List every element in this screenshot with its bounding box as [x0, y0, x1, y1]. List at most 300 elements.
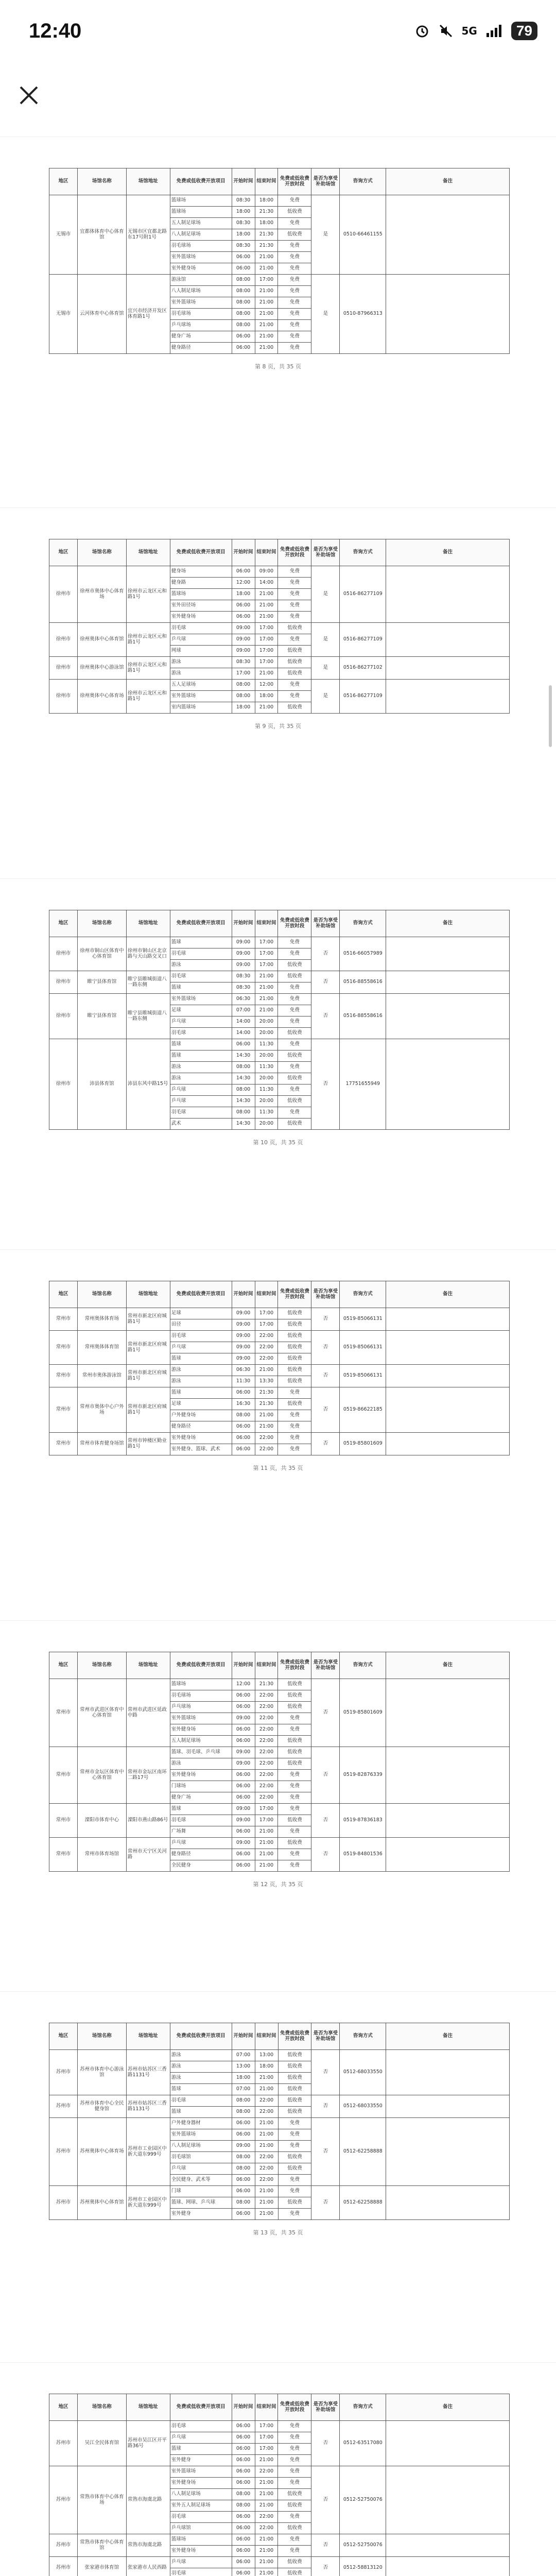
fee-period-cell: 免费: [278, 1826, 311, 1838]
table-row: [49, 2095, 510, 2107]
project-cell: 门球: [170, 2186, 232, 2197]
table-header-row: [49, 910, 510, 937]
project-cell: 室外健身: [170, 2455, 232, 2466]
project-cell: 室外健身场: [170, 1433, 232, 1444]
remark-cell: [386, 937, 510, 971]
fee-period-cell: 免费: [278, 241, 311, 252]
end-time-cell: 18:00: [255, 218, 278, 229]
start-time-cell: 18:00: [232, 702, 255, 714]
venue-name-cell: 溧阳市体育中心: [77, 1804, 126, 1838]
venue-name-cell: 睢宁县体育馆: [77, 994, 126, 1039]
end-time-cell: 11:30: [255, 1062, 278, 1073]
venue-name-cell: 沛县体育馆: [77, 1039, 126, 1130]
end-time-cell: 22:00: [255, 1736, 278, 1747]
venue-table: [49, 539, 510, 714]
end-time-cell: 22:00: [255, 2466, 278, 2478]
column-header: 结束时间: [255, 910, 278, 937]
start-time-cell: 06:00: [232, 1039, 255, 1050]
start-time-cell: 08:00: [232, 680, 255, 691]
region-cell: 常州市: [49, 1747, 78, 1804]
end-time-cell: 21:00: [255, 1421, 278, 1433]
fee-period-cell: 低收费: [278, 1399, 311, 1410]
end-time-cell: 22:00: [255, 2095, 278, 2107]
start-time-cell: 06:00: [232, 2175, 255, 2186]
venue-table: [49, 168, 510, 354]
fee-period-cell: 免费: [278, 2512, 311, 2523]
contact-cell: 0512-63517080: [340, 2421, 386, 2466]
table-header-row: [49, 2394, 510, 2421]
venue-name-cell: 苏州市体育中心全民健身馆: [77, 2095, 126, 2118]
venue-address-cell: 徐州市云龙区元和路1号: [126, 566, 170, 623]
end-time-cell: 20:00: [255, 1073, 278, 1084]
document-page: [0, 1991, 556, 2352]
column-header: 免费或低收费开放时段: [278, 2023, 311, 2050]
start-time-cell: 06:00: [232, 2523, 255, 2534]
end-time-cell: 18:00: [255, 691, 278, 702]
subsidy-cell: 否: [311, 1387, 340, 1433]
project-cell: 羽毛球场: [170, 309, 232, 320]
venue-name-cell: 徐州奥体中心游泳馆: [77, 657, 126, 680]
column-header: 地区: [49, 539, 78, 566]
project-cell: 田径: [170, 1319, 232, 1331]
column-header: 场馆地址: [126, 539, 170, 566]
close-button[interactable]: [12, 79, 45, 112]
end-time-cell: 21:00: [255, 668, 278, 680]
column-header: 备注: [386, 1652, 510, 1679]
start-time-cell: 08:00: [232, 1062, 255, 1073]
column-header: 免费或低收费开放时段: [278, 2394, 311, 2421]
venue-name-cell: 苏州奥体中心体育馆: [77, 2186, 126, 2220]
start-time-cell: 14:30: [232, 1050, 255, 1062]
end-time-cell: 22:00: [255, 1702, 278, 1713]
fee-period-cell: 低收费: [278, 1815, 311, 1826]
project-cell: 羽毛球场: [170, 1690, 232, 1702]
start-time-cell: 06:00: [232, 1826, 255, 1838]
start-time-cell: 06:00: [232, 1702, 255, 1713]
end-time-cell: 17:00: [255, 1308, 278, 1319]
start-time-cell: 09:00: [232, 937, 255, 948]
venue-address-cell: 宜兴市经济开发区体育路1号: [126, 275, 170, 354]
remark-cell: [386, 1679, 510, 1747]
start-time-cell: 11:30: [232, 1376, 255, 1387]
column-header: 咨询方式: [340, 2394, 386, 2421]
document-page: [0, 137, 556, 497]
start-time-cell: 14:30: [232, 1118, 255, 1130]
fee-period-cell: 低收费: [278, 2061, 311, 2073]
start-time-cell: 09:00: [232, 1342, 255, 1353]
project-cell: 篮球: [170, 2444, 232, 2455]
end-time-cell: 21:00: [255, 994, 278, 1005]
start-time-cell: 09:00: [232, 1804, 255, 1815]
contact-cell: 0512-68033550: [340, 2050, 386, 2095]
end-time-cell: 21:00: [255, 2129, 278, 2141]
project-cell: 健身路: [170, 578, 232, 589]
fee-period-cell: 免费: [278, 1016, 311, 1028]
start-time-cell: 14:00: [232, 1028, 255, 1039]
fee-period-cell: 低收费: [278, 1342, 311, 1353]
venue-address-cell: 张家港市人民西路: [126, 2557, 170, 2576]
fee-period-cell: 免费: [278, 2129, 311, 2141]
alarm-icon: [414, 23, 430, 39]
fee-period-cell: 低收费: [278, 646, 311, 657]
column-header: 场馆名称: [77, 539, 126, 566]
page-number: 第 13 页，共 35 页: [253, 2229, 303, 2236]
contact-cell: 0510-87966313: [340, 275, 386, 354]
project-cell: 室外篮球场: [170, 297, 232, 309]
start-time-cell: 06:00: [232, 2444, 255, 2455]
start-time-cell: 06:00: [232, 343, 255, 354]
end-time-cell: 17:00: [255, 937, 278, 948]
end-time-cell: 21:00: [255, 2489, 278, 2500]
start-time-cell: 06:00: [232, 2432, 255, 2444]
subsidy-cell: 否: [311, 971, 340, 994]
fee-period-cell: 低收费: [278, 2152, 311, 2163]
column-header: 备注: [386, 1281, 510, 1308]
table-header-row: [49, 168, 510, 195]
end-time-cell: 20:00: [255, 1118, 278, 1130]
fee-period-cell: 低收费: [278, 1308, 311, 1319]
start-time-cell: 06:30: [232, 1365, 255, 1376]
fee-period-cell: 免费: [278, 1770, 311, 1781]
table-row: [49, 657, 510, 668]
end-time-cell: 21:00: [255, 263, 278, 275]
region-cell: 苏州市: [49, 2186, 78, 2220]
project-cell: 篮球: [170, 937, 232, 948]
column-header: 是否为享受补助场馆: [311, 168, 340, 195]
end-time-cell: 21:00: [255, 343, 278, 354]
end-time-cell: 17:00: [255, 657, 278, 668]
start-time-cell: 06:00: [232, 2455, 255, 2466]
remark-cell: [386, 1804, 510, 1838]
start-time-cell: 06:00: [232, 2568, 255, 2576]
contact-cell: 0516-86277109: [340, 680, 386, 714]
contact-cell: 0519-84801536: [340, 1838, 386, 1872]
venue-address-cell: 常州市天宁区关河路: [126, 1838, 170, 1872]
fee-period-cell: 低收费: [278, 1028, 311, 1039]
end-time-cell: 13:00: [255, 2050, 278, 2061]
page-number: 第 12 页，共 35 页: [253, 1881, 303, 1888]
project-cell: 羽毛球: [170, 1107, 232, 1118]
fee-period-cell: 免费: [278, 331, 311, 343]
start-time-cell: 09:00: [232, 1758, 255, 1770]
fee-period-cell: 低收费: [278, 229, 311, 241]
subsidy-cell: 否: [311, 2534, 340, 2557]
end-time-cell: 17:00: [255, 275, 278, 286]
column-header: 场馆名称: [77, 1281, 126, 1308]
remark-cell: [386, 994, 510, 1039]
start-time-cell: 06:00: [232, 1690, 255, 1702]
start-time-cell: 06:30: [232, 994, 255, 1005]
table-header-row: [49, 1652, 510, 1679]
end-time-cell: 17:00: [255, 2432, 278, 2444]
column-header: 免费或低收费开放项目: [170, 2023, 232, 2050]
region-cell: 苏州市: [49, 2050, 78, 2095]
contact-cell: 0519-87836183: [340, 1804, 386, 1838]
venue-name-cell: 常州市体育场馆: [77, 1838, 126, 1872]
subsidy-cell: 是: [311, 275, 340, 354]
region-cell: 苏州市: [49, 2118, 78, 2186]
venue-address-cell: 苏州市姑苏区三香路1131号: [126, 2095, 170, 2118]
venue-address-cell: 常熟市海虞北路: [126, 2534, 170, 2557]
start-time-cell: 09:00: [232, 634, 255, 646]
fee-period-cell: 免费: [278, 1062, 311, 1073]
end-time-cell: 21:00: [255, 1849, 278, 1860]
end-time-cell: 21:00: [255, 1410, 278, 1421]
fee-period-cell: 免费: [278, 1860, 311, 1872]
fee-period-cell: 低收费: [278, 2073, 311, 2084]
table-row: [49, 1331, 510, 1342]
project-cell: 健身广场: [170, 1792, 232, 1804]
start-time-cell: 06:00: [232, 1433, 255, 1444]
column-header: 地区: [49, 1281, 78, 1308]
start-time-cell: 08:30: [232, 241, 255, 252]
project-cell: 羽毛球: [170, 1331, 232, 1342]
start-time-cell: 07:00: [232, 2050, 255, 2061]
start-time-cell: 06:00: [232, 1770, 255, 1781]
project-cell: 室外篮球场: [170, 691, 232, 702]
start-time-cell: 08:00: [232, 275, 255, 286]
project-cell: 篮球: [170, 1050, 232, 1062]
venue-address-cell: 常州市金坛区南环二路17号: [126, 1747, 170, 1804]
page-number: 第 11 页，共 35 页: [253, 1465, 303, 1471]
subsidy-cell: 是: [311, 195, 340, 275]
venue-name-cell: 常州奥体体育场: [77, 1308, 126, 1331]
end-time-cell: 20:00: [255, 1016, 278, 1028]
fee-period-cell: 免费: [278, 982, 311, 994]
fee-period-cell: 低收费: [278, 2523, 311, 2534]
contact-cell: 0519-85066131: [340, 1308, 386, 1331]
fee-period-cell: 免费: [278, 566, 311, 578]
fee-period-cell: 免费: [278, 612, 311, 623]
remark-cell: [386, 1039, 510, 1130]
start-time-cell: 13:00: [232, 2061, 255, 2073]
column-header: 咨询方式: [340, 1281, 386, 1308]
start-time-cell: 06:00: [232, 1724, 255, 1736]
project-cell: 乒乓球场: [170, 1702, 232, 1713]
start-time-cell: 08:00: [232, 2095, 255, 2107]
start-time-cell: 06:00: [232, 2118, 255, 2129]
contact-cell: 0512-52750076: [340, 2534, 386, 2557]
fee-period-cell: 低收费: [278, 2489, 311, 2500]
fee-period-cell: 免费: [278, 343, 311, 354]
fee-period-cell: 免费: [278, 320, 311, 331]
fee-period-cell: 低收费: [278, 2500, 311, 2512]
column-header: 场馆名称: [77, 2394, 126, 2421]
end-time-cell: 18:00: [255, 2061, 278, 2073]
venue-name-cell: 徐州市铜山区体育中心体育馆: [77, 937, 126, 971]
remark-cell: [386, 1331, 510, 1365]
fee-period-cell: 免费: [278, 2421, 311, 2432]
fee-period-cell: 低收费: [278, 1747, 311, 1758]
fee-period-cell: 低收费: [278, 2197, 311, 2209]
start-time-cell: 09:00: [232, 2141, 255, 2152]
fee-period-cell: 免费: [278, 937, 311, 948]
table-row: [49, 971, 510, 982]
venue-address-cell: 徐州市铜山区北京路与天山路交叉口: [126, 937, 170, 971]
column-header: 场馆地址: [126, 2394, 170, 2421]
project-cell: 篮球、网球、乒乓球: [170, 2197, 232, 2209]
end-time-cell: 21:30: [255, 1679, 278, 1690]
project-cell: 游泳: [170, 1758, 232, 1770]
venue-address-cell: 溧阳市燕山路86号: [126, 1804, 170, 1838]
remark-cell: [386, 2050, 510, 2095]
end-time-cell: 21:00: [255, 252, 278, 263]
project-cell: 全民健身、武术等: [170, 2175, 232, 2186]
column-header: 免费或低收费开放项目: [170, 1652, 232, 1679]
project-cell: 篮球场: [170, 207, 232, 218]
end-time-cell: 21:30: [255, 229, 278, 241]
fee-period-cell: 免费: [278, 994, 311, 1005]
scrollbar-thumb[interactable]: [549, 685, 552, 747]
end-time-cell: 21:30: [255, 1399, 278, 1410]
project-cell: 健身路径: [170, 1421, 232, 1433]
project-cell: 乒乓球: [170, 2163, 232, 2175]
project-cell: 篮球: [170, 1353, 232, 1365]
start-time-cell: 06:00: [232, 1444, 255, 1455]
project-cell: 广场舞: [170, 1826, 232, 1838]
venue-name-cell: 张家港市体育馆: [77, 2557, 126, 2576]
fee-period-cell: 低收费: [278, 1838, 311, 1849]
project-cell: 室内篮球场: [170, 702, 232, 714]
subsidy-cell: 否: [311, 2118, 340, 2186]
table-row: [49, 937, 510, 948]
column-header: 场馆地址: [126, 2023, 170, 2050]
fee-period-cell: 低收费: [278, 960, 311, 971]
fee-period-cell: 低收费: [278, 2050, 311, 2061]
remark-cell: [386, 1838, 510, 1872]
table-row: [49, 1804, 510, 1815]
start-time-cell: 06:00: [232, 331, 255, 343]
end-time-cell: 17:00: [255, 948, 278, 960]
subsidy-cell: 否: [311, 1433, 340, 1455]
subsidy-cell: 否: [311, 1804, 340, 1838]
start-time-cell: 08:00: [232, 286, 255, 297]
start-time-cell: 06:00: [232, 2512, 255, 2523]
fee-period-cell: 低收费: [278, 2163, 311, 2175]
subsidy-cell: 否: [311, 2050, 340, 2095]
project-cell: 羽毛球: [170, 971, 232, 982]
remark-cell: [386, 2557, 510, 2576]
subsidy-cell: 是: [311, 566, 340, 623]
table-row: [49, 2118, 510, 2129]
start-time-cell: 09:00: [232, 646, 255, 657]
end-time-cell: 20:00: [255, 1050, 278, 1062]
venue-address-cell: 睢宁县睢城街道八一路东侧: [126, 994, 170, 1039]
status-icons: [414, 22, 538, 40]
start-time-cell: 18:00: [232, 589, 255, 600]
project-cell: 乒乓球: [170, 634, 232, 646]
fee-period-cell: 免费: [278, 691, 311, 702]
column-header: 免费或低收费开放项目: [170, 2394, 232, 2421]
fee-period-cell: 低收费: [278, 1758, 311, 1770]
remark-cell: [386, 657, 510, 680]
start-time-cell: 18:00: [232, 2073, 255, 2084]
venue-address-cell: 无锡市区宜都北路东17号附1号: [126, 195, 170, 275]
start-time-cell: 14:30: [232, 1096, 255, 1107]
project-cell: 室外健身、篮球、武术: [170, 1444, 232, 1455]
fee-period-cell: 免费: [278, 1713, 311, 1724]
end-time-cell: 20:00: [255, 1096, 278, 1107]
region-cell: 徐州市: [49, 680, 78, 714]
venue-name-cell: 云河体育中心体育馆: [77, 275, 126, 354]
table-header-row: [49, 2023, 510, 2050]
start-time-cell: 08:00: [232, 2489, 255, 2500]
column-header: 咨询方式: [340, 539, 386, 566]
project-cell: 八人制足球场: [170, 2141, 232, 2152]
contact-cell: 0516-88558616: [340, 971, 386, 994]
project-cell: 八人制足球场: [170, 2489, 232, 2500]
end-time-cell: 21:00: [255, 589, 278, 600]
region-cell: 常州市: [49, 1433, 78, 1455]
project-cell: 户外健身器材: [170, 2118, 232, 2129]
project-cell: 全民健身: [170, 1860, 232, 1872]
table-header-row: [49, 1281, 510, 1308]
contact-cell: 0519-82876339: [340, 1747, 386, 1804]
table-row: [49, 2534, 510, 2546]
project-cell: 游泳: [170, 2061, 232, 2073]
subsidy-cell: 否: [311, 2421, 340, 2466]
venue-name-cell: 徐州市奥体中心体育场: [77, 566, 126, 623]
region-cell: 苏州市: [49, 2557, 78, 2576]
table-row: [49, 623, 510, 634]
start-time-cell: 08:00: [232, 2163, 255, 2175]
column-header: 开始时间: [232, 910, 255, 937]
start-time-cell: 06:00: [232, 252, 255, 263]
fee-period-cell: 低收费: [278, 1050, 311, 1062]
remark-cell: [386, 1433, 510, 1455]
project-cell: 篮球场: [170, 2534, 232, 2546]
project-cell: 游泳: [170, 960, 232, 971]
end-time-cell: 13:30: [255, 1376, 278, 1387]
column-header: 免费或低收费开放时段: [278, 168, 311, 195]
column-header: 场馆地址: [126, 1652, 170, 1679]
start-time-cell: 08:30: [232, 971, 255, 982]
end-time-cell: 11:30: [255, 1107, 278, 1118]
column-header: 场馆名称: [77, 168, 126, 195]
venue-address-cell: 徐州市云龙区元和路1号: [126, 657, 170, 680]
project-cell: 羽毛球: [170, 2512, 232, 2523]
venue-table: [49, 2394, 510, 2576]
end-time-cell: 22:00: [255, 2152, 278, 2163]
start-time-cell: 09:00: [232, 1308, 255, 1319]
region-cell: 徐州市: [49, 566, 78, 623]
region-cell: 常州市: [49, 1387, 78, 1433]
column-header: 结束时间: [255, 2023, 278, 2050]
project-cell: 羽毛球: [170, 1815, 232, 1826]
end-time-cell: 22:00: [255, 1747, 278, 1758]
end-time-cell: 21:00: [255, 2534, 278, 2546]
remark-cell: [386, 2421, 510, 2466]
end-time-cell: 21:00: [255, 2197, 278, 2209]
project-cell: 健身路径: [170, 343, 232, 354]
end-time-cell: 17:00: [255, 623, 278, 634]
close-icon: [18, 84, 40, 107]
fee-period-cell: 低收费: [278, 1353, 311, 1365]
project-cell: 游泳: [170, 2050, 232, 2061]
fee-period-cell: 免费: [278, 1792, 311, 1804]
end-time-cell: 21:30: [255, 207, 278, 218]
project-cell: 篮球: [170, 1039, 232, 1050]
venue-name-cell: 常州市武进区体育中心体育馆: [77, 1679, 126, 1747]
project-cell: 篮球场: [170, 1679, 232, 1690]
end-time-cell: 21:00: [255, 600, 278, 612]
region-cell: 常州市: [49, 1308, 78, 1331]
project-cell: 乒乓球: [170, 2432, 232, 2444]
column-header: 结束时间: [255, 1281, 278, 1308]
end-time-cell: 17:00: [255, 1804, 278, 1815]
start-time-cell: 06:00: [232, 2209, 255, 2220]
column-header: 免费或低收费开放项目: [170, 539, 232, 566]
